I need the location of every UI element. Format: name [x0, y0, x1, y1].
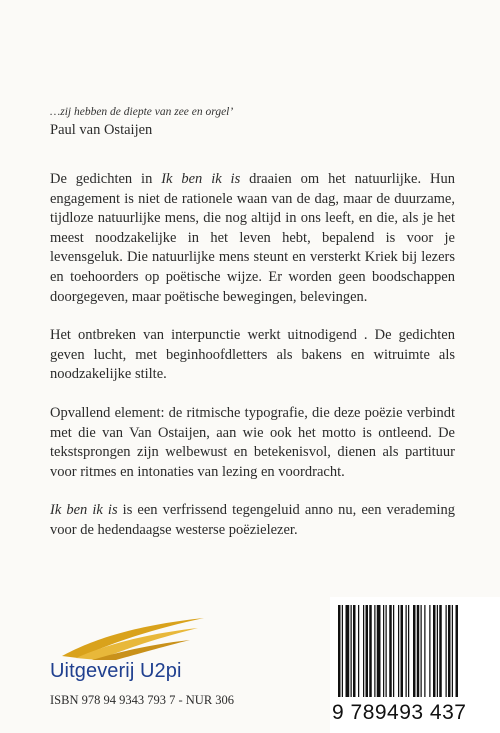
barcode-bar — [401, 605, 404, 697]
barcode-bar — [369, 605, 372, 697]
book-title-inline-2: Ik ben ik is — [50, 502, 118, 519]
blurb-paragraph-3: Opvallend element: de ritmische typografie, die deze poëzie verbindt met die van Van Ostaijen, aan wie ook het motto is ontleend. De tekstsprongen zijn welbewust en betekenisvol, dienen als partituur voor ritmes en intonaties van lezing en voordracht. — [50, 404, 455, 480]
blurb-paragraph-2: Het ontbreken van interpunctie werkt uitnodigend . De gedichten geven lucht, met beginhoofdletters als bakens en witruimte als noodzakelijke stilte. — [50, 327, 455, 383]
barcode-bar — [377, 605, 381, 697]
motto-quote: …zij hebben de diepte van zee en orgel’ — [50, 106, 234, 118]
barcode-bar — [417, 605, 420, 697]
barcode-bar — [358, 605, 359, 697]
barcode-bar — [448, 605, 451, 697]
blurb-p4-post: is een verfrissend tegengeluid anno nu, een verademing voor de hedendaagse westerse poëzielezer. — [50, 502, 455, 538]
barcode-bar — [406, 605, 407, 697]
barcode-bar — [366, 605, 369, 697]
barcode-number: 9 789493 437 — [332, 701, 467, 724]
blurb-paragraph-1 — [50, 170, 455, 307]
barcode-digits — [332, 701, 498, 725]
barcode-bar — [456, 605, 459, 697]
barcode — [330, 597, 500, 733]
barcode-bar — [353, 605, 356, 697]
barcode-bar — [383, 605, 384, 697]
barcode-bar — [386, 605, 387, 697]
barcode-bar — [439, 605, 442, 697]
barcode-bar — [429, 605, 430, 697]
barcode-bar — [437, 605, 438, 697]
barcode-bar — [374, 605, 375, 697]
barcode-bar — [424, 605, 425, 697]
barcode-bar — [452, 605, 453, 697]
barcode-bar — [389, 605, 392, 697]
motto-author: Paul van Ostaijen — [50, 122, 153, 138]
barcode-bar — [346, 605, 350, 697]
motto — [50, 104, 450, 140]
barcode-bar — [433, 605, 436, 697]
wing-swoosh-icon — [58, 614, 208, 660]
blurb-paragraph-4 — [50, 501, 455, 540]
publisher-logo — [50, 614, 310, 683]
publisher-name: Uitgeverij U2pi — [50, 660, 182, 682]
barcode-bar — [342, 605, 343, 697]
blurb-p1-pre: De gedichten in — [50, 171, 162, 187]
barcode-bar — [446, 605, 447, 697]
book-title-inline: Ik ben ik is — [161, 171, 241, 187]
barcode-bar — [338, 605, 341, 697]
barcode-bar — [363, 605, 364, 697]
barcode-bars — [336, 605, 496, 701]
barcode-bar — [408, 605, 409, 697]
barcode-bar — [398, 605, 399, 697]
barcode-bar — [393, 605, 394, 697]
blurb-p1-post: draaien om het natuurlijke. Hun engagement is niet de rationele waan van de dag, maar de duurzame, tijdloze natuurlijke mens, die nog altijd in ons leeft, en die, als je het meest noodzakelijke in het leven hebt, bepalend is voor je levensgeluk. Die natuurlijke mens steunt en versterkt Kriek bij lezers en toehoorders op poëtische wijze. Er worden geen boodschappen doorgegeven, maar poëtische bewegingen, belevingen. — [50, 171, 455, 305]
isbn-line: ISBN 978 94 9343 793 7 - NUR 306 — [50, 693, 235, 707]
barcode-bar — [421, 605, 422, 697]
barcode-bar — [351, 605, 352, 697]
barcode-bar — [413, 605, 416, 697]
blurb — [50, 170, 455, 560]
